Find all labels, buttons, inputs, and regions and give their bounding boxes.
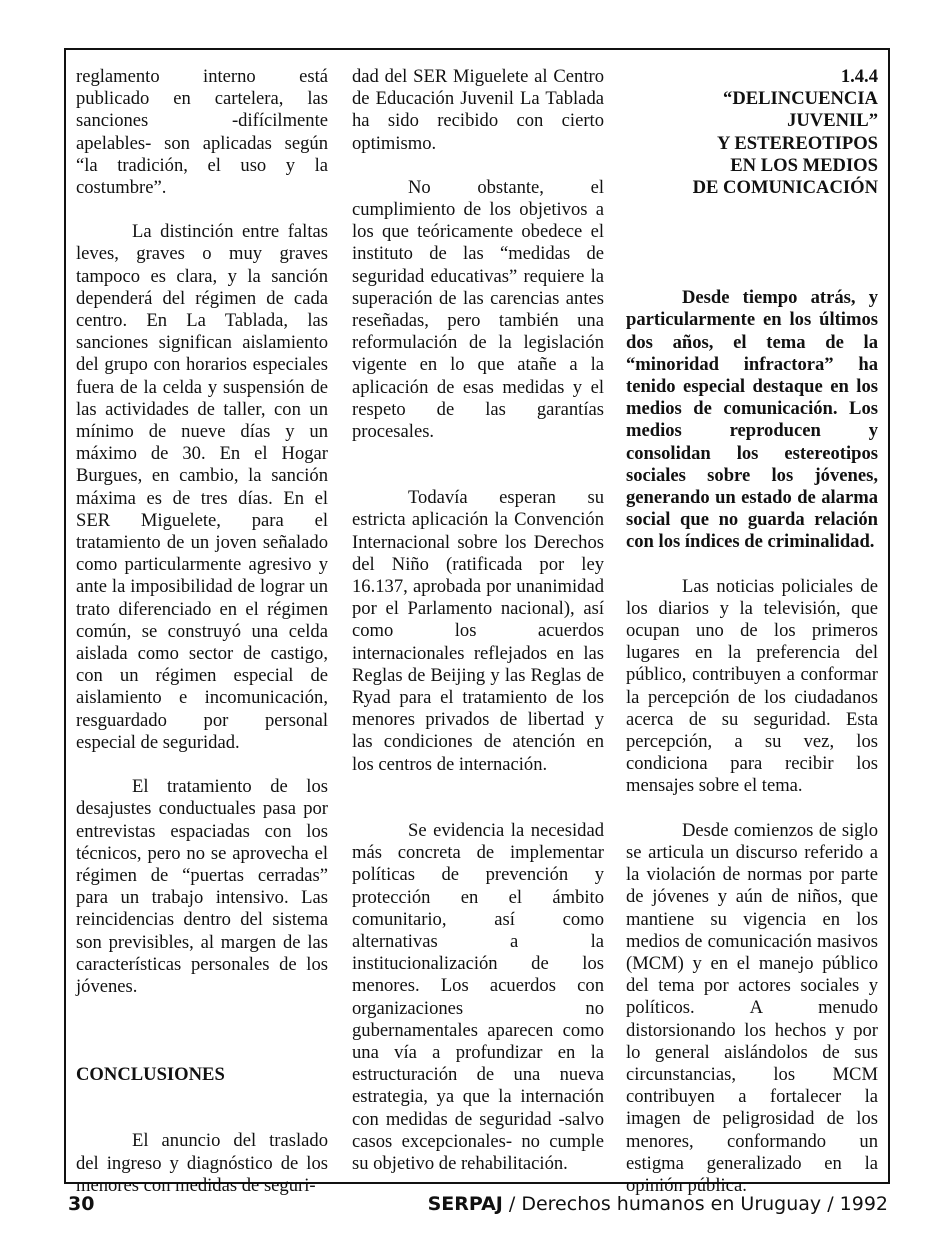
section-title bbox=[626, 66, 878, 199]
section-title-line: JUVENIL” bbox=[787, 110, 878, 132]
page-number: 30 bbox=[68, 1193, 95, 1215]
section-title-line: DE COMUNICACIÓN bbox=[692, 177, 878, 199]
publisher-name: SERPAJ bbox=[427, 1193, 503, 1215]
column-3 bbox=[626, 66, 878, 1197]
publication-title: / Derechos humanos en Uruguay / 1992 bbox=[502, 1193, 888, 1215]
section-title-line: EN LOS MEDIOS bbox=[730, 154, 878, 176]
paragraph: Las noticias policiales de los diarios y la televisión, que ocupan uno de los primeros lugares en la preferencia del público, contribuyen a conformar la percepción de los ciudadanos acerca de su seguridad. Esta percepción, a su vez, los condiciona para recibir los mensajes sobre el tema. bbox=[626, 575, 878, 797]
column-1 bbox=[76, 66, 328, 1197]
paragraph: Desde comienzos de siglo se articula un discurso referido a la violación de normas por parte de jóvenes y aún de niños, que mantiene su vigencia en los medios de comunicación masivos (MCM) y en el manejo público del tema por actores sociales y políticos. A menudo distorsionando los hechos y por lo general aislándolos de sus circunstancias, los MCM contribuyen a fortalecer la imagen de peligrosidad de los menores, conformando un estigma generalizado en la opinión pública. bbox=[626, 819, 878, 1196]
page-footer bbox=[68, 1193, 888, 1219]
paragraph: Se evidencia la necesidad más concreta de implementar políticas de prevención y protección en el ámbito comunitario, así como alternativas a la institucionalización de los menores. Los acuerdos con organizaciones no gubernamentales aparecen como una vía a profundizar en la estructuración de una nueva estrategia, ya que la internación con medidas de seguridad -salvo casos excepcionales- no cumple su objetivo de rehabilitación. bbox=[352, 819, 604, 1174]
section-title-line: “DELINCUENCIA bbox=[723, 88, 878, 110]
lead-paragraph: Desde tiempo atrás, y particularmente en los últimos dos años, el tema de la “minoridad infractora” ha tenido especial destaque en los medios de comunicación. Los medios reproducen y consolidan los estereotipos sociales sobre los jóvenes, generando un estado de alarma social que no guarda relación con los índices de criminalidad. bbox=[626, 287, 878, 553]
paragraph: dad del SER Miguelete al Centro de Educación Juvenil La Tablada ha sido recibido con cierto optimismo. bbox=[352, 66, 604, 154]
column-2 bbox=[352, 66, 604, 1175]
paragraph: El anuncio del traslado del ingreso y diagnóstico de los menores con medidas de seguri- bbox=[76, 1130, 328, 1196]
paragraph: El tratamiento de los desajustes conductuales pasa por entrevistas espaciadas con los técnicos, pero no se aprovecha el régimen de “puertas cerradas” para un trabajo intensivo. Las reincidencias dentro del sistema son previsibles, al margen de las características personales de los jóvenes. bbox=[76, 776, 328, 997]
paragraph: Todavía esperan su estricta aplicación la Convención Internacional sobre los Derechos del Niño (ratificada por ley 16.137, aprobada por unanimidad por el Parlamento nacional), así como los acuerdos internacionales reflejados en las Reglas de Beijing y las Reglas de Ryad para el tratamiento de los menores privados de libertad y las condiciones de atención en los centros de internación. bbox=[352, 487, 604, 775]
paragraph: La distinción entre faltas leves, graves o muy graves tampoco es clara, y la sanción dependerá del régimen de cada centro. En La Tablada, las sanciones significan aislamiento del grupo con horarios especiales fuera de la celda y suspensión de las actividades de taller, con un mínimo de nueve días y un máximo de 30. En el Hogar Burgues, en cambio, la sanción máxima es de tres días. En el SER Miguelete, para el tratamiento de un joven señalado como particularmente agresivo y ante la imposibilidad de lograr un trato diferenciado en el régimen común, se construyó una celda aislada como sector de castigo, con un régimen especial de aislamiento e incomunicación, resguardado por personal especial de seguridad. bbox=[76, 221, 328, 753]
paragraph: No obstante, el cumplimiento de los objetivos a los que teóricamente obedece el instituto de las “medidas de seguridad educativas” requiere la superación de las carencias antes reseñadas, pero también una reformulación de la legislación vigente en lo que atañe a la aplicación de esas medidas y el respeto de las garantías procesales. bbox=[352, 176, 604, 443]
section-heading: CONCLUSIONES bbox=[76, 1064, 225, 1086]
section-title-line: Y ESTEREOTIPOS bbox=[716, 132, 878, 154]
paragraph: reglamento interno está publicado en cartelera, las sanciones -difícilmente apelables- son aplicadas según “la tradición, el uso y la costumbre”. bbox=[76, 66, 328, 199]
section-number: 1.4.4 bbox=[840, 66, 878, 87]
running-footer bbox=[428, 1193, 888, 1215]
